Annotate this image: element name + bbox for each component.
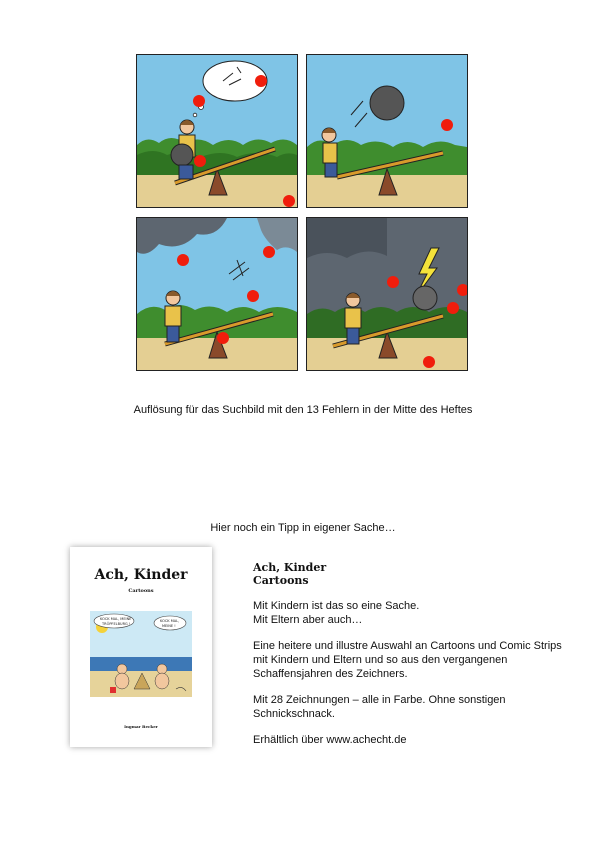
cover-subtitle: Cartoons (128, 588, 154, 594)
error-marker (447, 302, 459, 314)
comic-caption: Auflösung für das Suchbild mit den 13 Fehlern in der Mitte des Heftes (133, 404, 473, 416)
error-marker (255, 75, 267, 87)
error-marker (387, 276, 399, 288)
panel-2-illustration (307, 55, 467, 207)
book-info (253, 561, 573, 759)
error-marker (193, 95, 205, 107)
cover-author: Ingmar Becker (124, 724, 158, 729)
cover-illustration (90, 611, 192, 697)
error-marker (423, 356, 435, 368)
error-marker (177, 254, 189, 266)
comic-panel-3 (136, 217, 298, 371)
comic-panel-1 (136, 54, 298, 208)
cover-bubble-left-line2: TRÖPFELBURG ! (102, 622, 131, 626)
cover-bubble-right-line1: KOCK MAL, (160, 619, 180, 623)
error-marker (194, 155, 206, 167)
cover-bubble-left-line1: KOCK MAL, MEINE (100, 617, 132, 621)
book-cover[interactable] (70, 547, 212, 747)
book-line-2: Mit Eltern aber auch… (253, 614, 363, 626)
panel-4-illustration (307, 218, 467, 370)
error-marker (441, 119, 453, 131)
book-subtitle: Cartoons (253, 574, 309, 587)
book-drawings: Mit 28 Zeichnungen – alle in Farbe. Ohne sonstigen Schnickschnack. (253, 694, 506, 720)
error-marker (217, 332, 229, 344)
cover-bubble-right-line2: MEINE ! (162, 624, 176, 628)
error-marker (283, 195, 295, 207)
error-marker (263, 246, 275, 258)
comic-strip (136, 54, 467, 371)
comic-panel-2 (306, 54, 468, 208)
panel-3-illustration (137, 218, 297, 370)
panel-1-illustration (137, 55, 297, 207)
book-title: Ach, Kinder (253, 561, 327, 574)
tip-heading: Hier noch ein Tipp in eigener Sache… (210, 522, 396, 534)
book-availability-link[interactable]: Erhältlich über www.achecht.de (253, 734, 407, 746)
comic-panel-4 (306, 217, 468, 371)
book-line-1: Mit Kindern ist das so eine Sache. (253, 600, 420, 612)
book-description: Eine heitere und illustre Auswahl an Cartoons und Comic Strips mit Kindern und Eltern und so aus den vergangenen Schaffensjahren des Zeichners. (253, 640, 562, 680)
error-marker (247, 290, 259, 302)
cover-title: Ach, Kinder (94, 567, 188, 583)
